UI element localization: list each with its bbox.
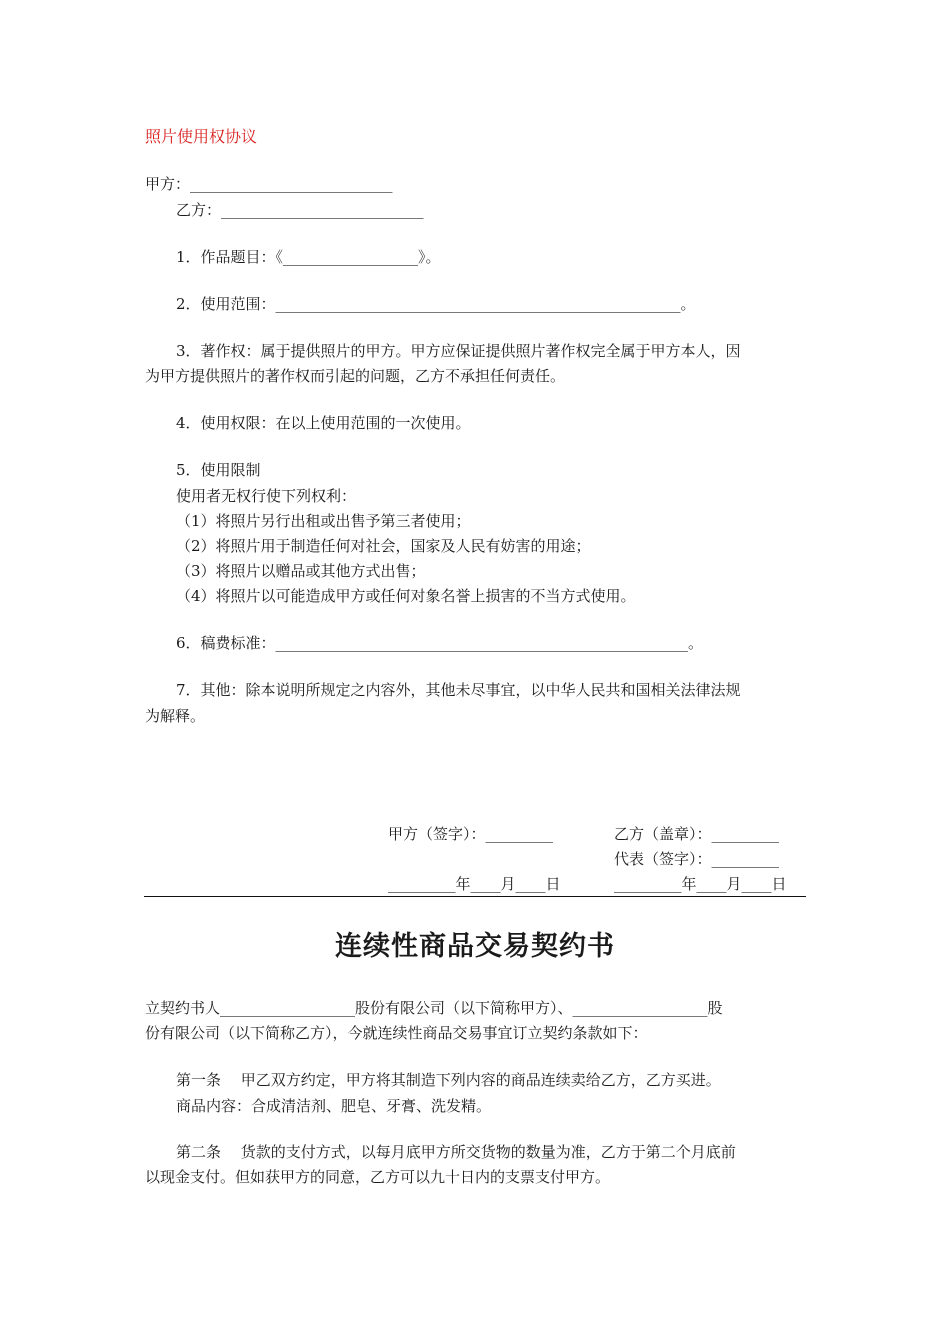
- contract-title: 连续性商品交易契约书: [335, 931, 615, 962]
- clause-5-item: （4）将照片以可能造成甲方或任何对象名誉上损害的不当方式使用。: [176, 587, 636, 605]
- signature-representative: 代表（签字）：_________: [614, 850, 780, 868]
- clause-5-title: 5．使用限制: [176, 461, 261, 479]
- party-b-line: 乙方：___________________________: [176, 201, 424, 219]
- article-2-line-1: 第二条 货款的支付方式，以每月底甲方所交货物的数量为准，乙方于第二个月底前: [176, 1143, 736, 1161]
- article-1-line-1: 第一条 甲乙双方约定，甲方将其制造下列内容的商品连续卖给乙方，乙方买进。: [176, 1071, 721, 1089]
- clause-5-item: （3）将照片以赠品或其他方式出售；: [176, 562, 426, 580]
- contract-intro-line-2: 份有限公司（以下简称乙方），今就连续性商品交易事宜订立契约条款如下：: [145, 1024, 648, 1042]
- clause-1: 1．作品题目：《__________________》。: [176, 248, 441, 266]
- article-2-line-2: 以现金支付。但如获甲方的同意，乙方可以九十日内的支票支付甲方。: [145, 1168, 611, 1186]
- clause-5-item: （1）将照片另行出租或出售予第三者使用；: [176, 512, 471, 530]
- clause-5-intro: 使用者无权行使下列权利：: [176, 487, 357, 505]
- party-a-line: 甲方：___________________________: [145, 175, 393, 193]
- clause-2: 2．使用范围：______________________________________________________。: [176, 295, 696, 313]
- clause-4: 4．使用权限：在以上使用范围的一次使用。: [176, 414, 471, 432]
- section-divider: [144, 896, 806, 897]
- agreement-title: 照片使用权协议: [145, 127, 258, 146]
- clause-7-line-1: 7．其他：除本说明所规定之内容外，其他未尽事宜，以中华人民共和国相关法律法规: [176, 681, 741, 699]
- date-party-b: _________年____月____日: [614, 875, 787, 893]
- article-1-line-2: 商品内容：合成清洁剂、肥皂、牙膏、洗发精。: [176, 1097, 492, 1115]
- signature-party-a: 甲方（签字）：_________: [388, 825, 554, 843]
- clause-3-line-1: 3．著作权：属于提供照片的甲方。甲方应保证提供照片著作权完全属于甲方本人，因: [176, 342, 741, 360]
- clause-6: 6．稿费标准：_______________________________________________________。: [176, 634, 704, 652]
- clause-3-line-2: 为甲方提供照片的著作权而引起的问题，乙方不承担任何责任。: [145, 367, 566, 385]
- signature-party-b: 乙方（盖章）：_________: [614, 825, 780, 843]
- clause-7-line-2: 为解释。: [145, 707, 206, 725]
- clause-5-item: （2）将照片用于制造任何对社会，国家及人民有妨害的用途；: [176, 537, 591, 555]
- contract-intro-line-1: 立契约书人__________________股份有限公司（以下简称甲方）、__________________股: [145, 999, 723, 1017]
- date-party-a: _________年____月____日: [388, 875, 561, 893]
